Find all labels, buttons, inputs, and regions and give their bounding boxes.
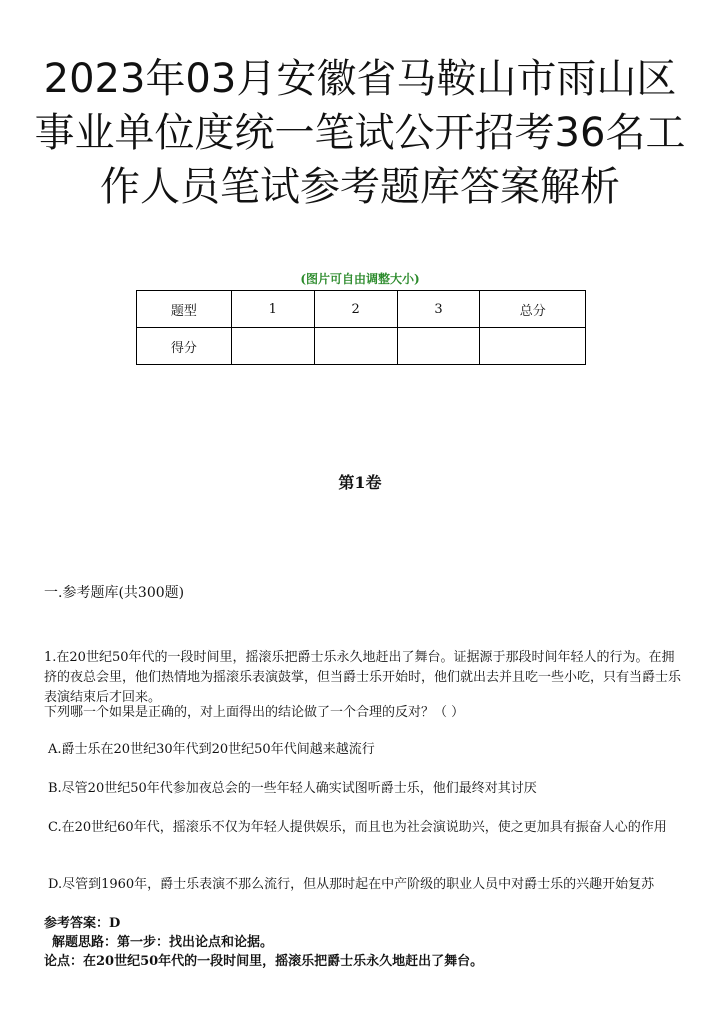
option-d: D.尽管到1960年，爵士乐表演不那么流行，但从那时起在中产阶级的职业人员中对爵士乐的兴趣开始复苏: [48, 877, 655, 892]
table-cell: [397, 328, 480, 365]
table-cell: 得分: [137, 328, 232, 365]
document-title: 2023年03月安徽省马鞍山市雨山区事业单位度统一笔试公开招考36名工作人员笔试参考题库答案解析: [34, 56, 686, 210]
table-cell: 1: [231, 291, 314, 328]
table-cell: 题型: [137, 291, 232, 328]
question-stem: 1.在20世纪50年代的一段时间里，摇滚乐把爵士乐永久地赶出了舞台。证据源于那段时间年轻人的行为。在拥挤的夜总会里，他们热情地为摇滚乐表演鼓掌，但当爵士乐开始时，他们就出去并且吃一些小吃，只有当爵士乐表演结束后才回来。: [44, 650, 682, 705]
solution-idea: 解题思路：第一步：找出论点和论据。: [52, 935, 274, 950]
section-title: 一.参考题库(共300题): [44, 585, 185, 601]
thesis-statement: 论点：在20世纪50年代的一段时间里，摇滚乐把爵士乐永久地赶出了舞台。: [44, 954, 484, 969]
table-cell: 总分: [480, 291, 586, 328]
image-resize-note: (图片可自由调整大小): [300, 272, 420, 286]
table-cell: [231, 328, 314, 365]
option-b: B.尽管20世纪50年代参加夜总会的一些年轻人确实试图听爵士乐，他们最终对其讨厌: [48, 781, 537, 796]
table-cell: [480, 328, 586, 365]
table-cell: 3: [397, 291, 480, 328]
option-c: C.在20世纪60年代，摇滚乐不仅为年轻人提供娱乐，而且也为社会演说助兴，使之更加具有振奋人心的作用: [48, 820, 667, 835]
table-header-row: [137, 291, 586, 328]
table-cell: [314, 328, 397, 365]
table-score-row: [137, 328, 586, 365]
reference-answer: 参考答案：D: [44, 916, 121, 931]
option-a: A.爵士乐在20世纪30年代到20世纪50年代间越来越流行: [48, 742, 375, 757]
score-table: [136, 290, 586, 365]
volume-label: 第1卷: [338, 473, 382, 492]
table-cell: 2: [314, 291, 397, 328]
question-prompt: 下列哪一个如果是正确的，对上面得出的结论做了一个合理的反对？（ ）: [44, 705, 465, 720]
